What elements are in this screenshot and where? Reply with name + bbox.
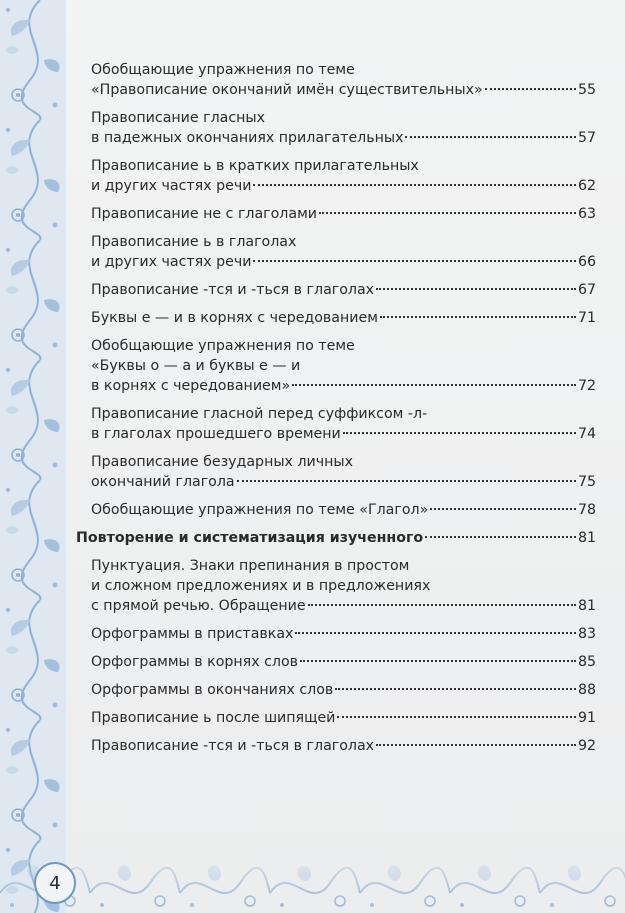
toc-page-number: 81 (577, 598, 596, 614)
toc-entry-line: Буквы е — и в корнях с чередованием (91, 310, 378, 326)
dot-leader (308, 604, 576, 606)
dot-leader (425, 536, 576, 538)
toc-entry-line: Орфограммы в приставках (91, 626, 294, 642)
toc-page-number: 72 (577, 378, 596, 394)
dot-leader (300, 660, 576, 662)
dot-leader (343, 432, 576, 434)
toc-entry (76, 452, 596, 492)
toc-page-number: 92 (577, 738, 596, 754)
dot-leader (253, 260, 575, 262)
toc-entry (76, 652, 596, 672)
toc-entry-line: Правописание гласной перед суффиксом -л- (91, 406, 428, 422)
toc-page-number: 67 (577, 282, 596, 298)
toc-page-number: 91 (577, 710, 596, 726)
toc-entry-line: в падежных окончаниях прилагательных (91, 130, 404, 146)
toc-entry-line: окончаний глагола (91, 474, 235, 490)
toc-entry (76, 708, 596, 728)
toc-entry-line: Правописание безударных личных (91, 454, 353, 470)
toc-entry (76, 232, 596, 272)
floral-border-left (0, 0, 66, 913)
toc-entry-line: и других частях речи (91, 178, 252, 194)
toc-entry-line: Правописание -тся и -ться в глаголах (91, 282, 375, 298)
dot-leader (376, 744, 576, 746)
dot-leader (237, 480, 576, 482)
dot-leader (485, 88, 576, 90)
toc-page-number: 78 (577, 502, 596, 518)
toc-page-number: 55 (577, 82, 596, 98)
toc-page-number: 74 (577, 426, 596, 442)
dot-leader (292, 384, 576, 386)
dot-leader (380, 316, 576, 318)
toc-entry-line: Правописание -тся и -ться в глаголах (91, 738, 375, 754)
toc-page-number: 71 (577, 310, 596, 326)
toc-page-number: 85 (577, 654, 596, 670)
toc-entry-line: «Правописание окончаний имён существительных» (91, 82, 483, 98)
dot-leader (335, 688, 576, 690)
toc-entry-line: в глаголах прошедшего времени (91, 426, 341, 442)
toc-entry-line: Правописание гласных (91, 110, 266, 126)
toc-entry (76, 308, 596, 328)
toc-section (76, 528, 596, 548)
toc-page-number: 66 (577, 254, 596, 270)
toc-entry-line: в корнях с чередованием» (91, 378, 291, 394)
toc-page-number: 63 (577, 206, 596, 222)
toc-page-number: 88 (577, 682, 596, 698)
toc-entry-line: Правописание ь в кратких прилагательных (91, 158, 419, 174)
toc-entry-line: Обобщающие упражнения по теме (91, 62, 355, 78)
toc-entry-line: Правописание ь после шипящей (91, 710, 336, 726)
dot-leader (405, 136, 575, 138)
toc-page-number: 81 (577, 530, 596, 546)
page-number-badge (34, 862, 76, 904)
dot-leader (319, 212, 576, 214)
toc-entry-line: и сложном предложениях и в предложениях (91, 578, 431, 594)
toc-entry-line: и других частях речи (91, 254, 252, 270)
toc-entry (76, 404, 596, 444)
toc-entry (76, 500, 596, 520)
dot-leader (253, 184, 575, 186)
toc-entry (76, 336, 596, 396)
toc-page-number: 62 (577, 178, 596, 194)
toc-entry (76, 680, 596, 700)
toc-page-number: 75 (577, 474, 596, 490)
toc-entry-line: Обобщающие упражнения по теме (91, 338, 355, 354)
toc-entry-line: Орфограммы в окончаниях слов (91, 682, 334, 698)
page-number: 4 (49, 872, 61, 894)
toc-entry-line: Правописание не с глаголами (91, 206, 317, 222)
dot-leader (295, 632, 576, 634)
toc-page-number: 57 (577, 130, 596, 146)
toc-entry (76, 204, 596, 224)
toc-entry (76, 736, 596, 756)
dot-leader (430, 508, 576, 510)
toc-entry (76, 280, 596, 300)
toc-entry (76, 60, 596, 100)
toc-entry (76, 108, 596, 148)
toc-entry-line: Пунктуация. Знаки препинания в простом (91, 558, 410, 574)
toc-page-number: 83 (577, 626, 596, 642)
toc-entry (76, 624, 596, 644)
floral-border-bottom (0, 843, 625, 913)
toc-entry (76, 556, 596, 616)
dot-leader (337, 716, 576, 718)
toc-entry-line: Обобщающие упражнения по теме «Глагол» (91, 502, 429, 518)
toc-entry-line: «Буквы о — а и буквы е — и (91, 358, 301, 374)
toc-entry-line: Повторение и систематизация изученного (76, 530, 424, 546)
toc-entry-line: Правописание ь в глаголах (91, 234, 297, 250)
table-of-contents (76, 60, 596, 764)
dot-leader (376, 288, 576, 290)
toc-entry-line: с прямой речью. Обращение (91, 598, 306, 614)
toc-entry (76, 156, 596, 196)
toc-entry-line: Орфограммы в корнях слов (91, 654, 299, 670)
